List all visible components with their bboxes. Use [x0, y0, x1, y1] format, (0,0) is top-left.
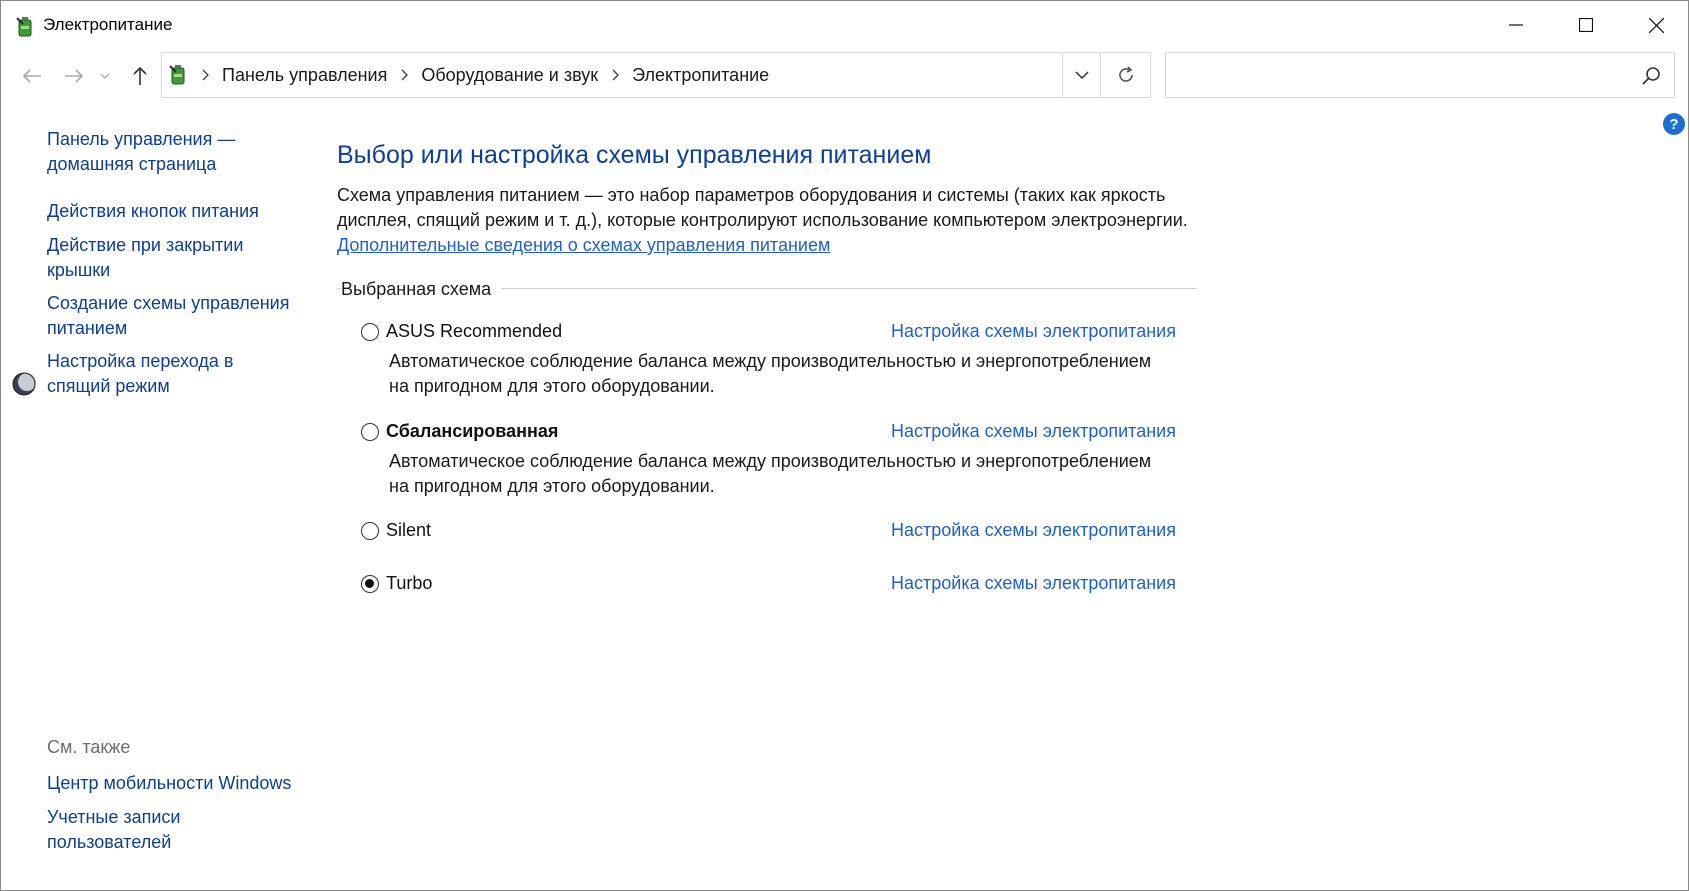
forward-arrow-icon — [64, 68, 84, 84]
breadcrumb-power-options[interactable]: Электропитание — [632, 64, 770, 85]
scheme-description: Автоматическое соблюдение баланса между производительностью и энергопотреблением на пригодном для этого оборудовании. — [389, 451, 1152, 496]
chevron-down-icon — [1075, 71, 1089, 79]
chevron-right-icon — [399, 68, 409, 82]
back-button[interactable] — [17, 61, 47, 91]
page-title: Выбор или настройка схемы управления питанием — [337, 141, 932, 169]
close-button[interactable] — [1621, 1, 1689, 49]
search-box[interactable] — [1165, 52, 1675, 98]
window-title: Электропитание — [43, 15, 173, 34]
chevron-right-icon — [610, 68, 620, 82]
scheme-description: Автоматическое соблюдение баланса между производительностью и энергопотреблением на пригодном для этого оборудовании. — [389, 351, 1152, 396]
maximize-button[interactable] — [1551, 1, 1621, 49]
moon-sleep-icon — [11, 371, 37, 397]
scheme-settings-link[interactable]: Настройка схемы электропитания — [891, 421, 1176, 441]
selected-scheme-label: Выбранная схема — [341, 279, 501, 300]
close-icon — [1649, 18, 1664, 33]
chevron-down-icon — [100, 73, 110, 79]
search-input[interactable] — [1174, 61, 1618, 91]
scheme-name[interactable]: Сбалансированная — [386, 421, 559, 441]
address-bar[interactable] — [161, 52, 1101, 98]
up-arrow-icon — [132, 66, 148, 86]
recent-locations-button[interactable] — [95, 61, 115, 91]
scheme-radio-balanced[interactable] — [361, 423, 379, 441]
breadcrumb-control-panel[interactable]: Панель управления — [222, 64, 388, 85]
scheme-settings-link[interactable]: Настройка схемы электропитания — [891, 573, 1176, 593]
address-history-button[interactable] — [1062, 53, 1101, 97]
page-description: Схема управления питанием — это набор параметров оборудования и системы (таких как яркость дисплея, спящий режим и т. д.), которые контролируют использование компьютером электроэнергии. — [337, 185, 1188, 230]
scheme-name[interactable]: Turbo — [386, 573, 433, 593]
chevron-right-icon — [200, 68, 210, 82]
see-also-user-accounts[interactable]: Учетные записи пользователей — [47, 807, 181, 852]
forward-button[interactable] — [59, 61, 89, 91]
back-arrow-icon — [22, 68, 42, 84]
power-battery-icon — [13, 14, 37, 38]
search-icon[interactable] — [1640, 65, 1662, 87]
sidebar-item-sleep-settings[interactable]: Настройка перехода в спящий режим — [47, 351, 234, 396]
help-button[interactable]: ? — [1663, 113, 1685, 135]
sidebar-item-lid-close[interactable]: Действие при закрытии крышки — [47, 235, 244, 280]
minimize-icon — [1509, 18, 1523, 32]
breadcrumb-hardware-sound[interactable]: Оборудование и звук — [421, 64, 599, 85]
see-also-mobility-center[interactable]: Центр мобильности Windows — [47, 773, 292, 793]
sidebar — [1, 107, 321, 887]
title-bar — [1, 1, 1688, 49]
minimize-button[interactable] — [1481, 1, 1551, 49]
maximize-icon — [1579, 18, 1593, 32]
scheme-radio-asus[interactable] — [361, 323, 379, 341]
scheme-radio-turbo[interactable] — [361, 575, 379, 593]
up-button[interactable] — [125, 61, 155, 91]
sidebar-item-create-plan[interactable]: Создание схемы управления питанием — [47, 293, 290, 338]
refresh-button[interactable] — [1101, 52, 1151, 98]
scheme-settings-link[interactable]: Настройка схемы электропитания — [891, 520, 1176, 540]
scheme-name[interactable]: Silent — [386, 520, 432, 540]
scheme-settings-link[interactable]: Настройка схемы электропитания — [891, 321, 1176, 341]
breadcrumb — [196, 53, 769, 97]
power-battery-icon — [166, 62, 190, 86]
see-also-label: См. также — [47, 737, 131, 757]
more-info-link[interactable]: Дополнительные сведения о схемах управления питанием — [337, 235, 831, 255]
sidebar-item-power-buttons[interactable]: Действия кнопок питания — [47, 201, 259, 221]
scheme-name[interactable]: ASUS Recommended — [386, 321, 563, 341]
scheme-radio-silent[interactable] — [361, 522, 379, 540]
refresh-icon — [1116, 65, 1136, 85]
sidebar-home-link[interactable]: Панель управления — домашняя страница — [47, 129, 236, 174]
